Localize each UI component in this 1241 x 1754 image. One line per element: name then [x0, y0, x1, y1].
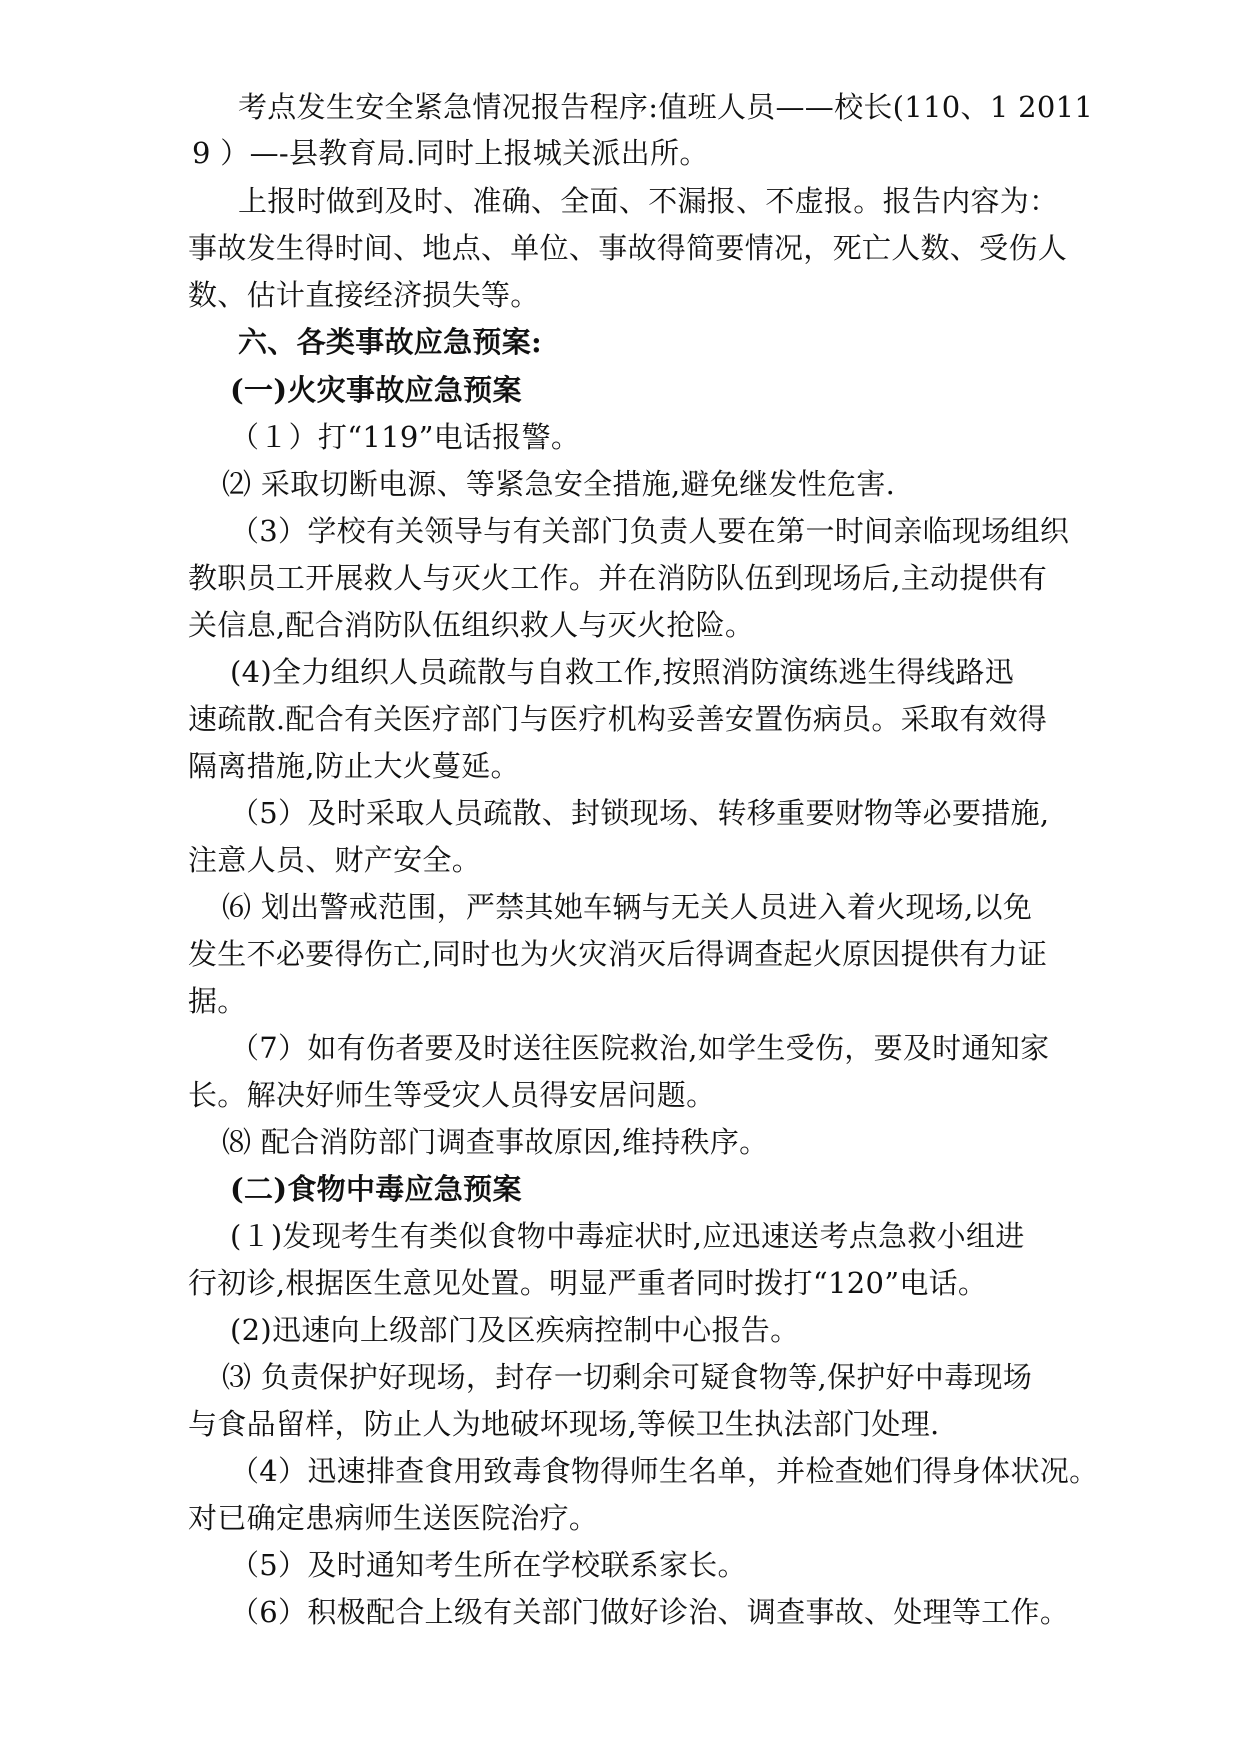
paragraph-line: 关信息,配合消防队伍组织救人与灭火抢险。: [188, 608, 755, 642]
paragraph-line: 上报时做到及时、准确、全面、不漏报、不虚报。报告内容为：: [238, 184, 1059, 218]
paragraph-line: （6）积极配合上级有关部门做好诊治、调查事故、处理等工作。: [230, 1595, 1070, 1629]
paragraph-line: 据。: [188, 984, 247, 1018]
subsection-heading: (一)火灾事故应急预案: [230, 373, 522, 407]
subsection-heading: (二)食物中毒应急预案: [230, 1172, 522, 1206]
paragraph-line: （5）及时采取人员疏散、封锁现场、转移重要财物等必要措施,: [230, 796, 1050, 830]
paragraph-line: 长。解决好师生等受灾人员得安居问题。: [188, 1078, 716, 1112]
paragraph-line: 速疏散.配合有关医疗部门与医疗机构妥善安置伤病员。采取有效得: [188, 702, 1048, 736]
paragraph-line: （4）迅速排查食用致毒食物得师生名单，并检查她们得身体状况。: [230, 1454, 1099, 1488]
paragraph-line: （１）打“119”电话报警。: [230, 420, 581, 454]
paragraph-line: 隔离措施,防止大火蔓延。: [188, 749, 520, 783]
paragraph-line: 行初诊,根据医生意见处置。明显严重者同时拨打“120”电话。: [188, 1266, 988, 1300]
paragraph-line: 数、估计直接经济损失等。: [188, 278, 540, 312]
paragraph-line: 9 ）—-县教育局.同时上报城关派出所。: [192, 136, 709, 170]
paragraph-line: 事故发生得时间、地点、单位、事故得简要情况，死亡人数、受伤人: [188, 231, 1068, 265]
paragraph-line: （7）如有伤者要及时送往医院救治,如学生受伤，要及时通知家: [230, 1031, 1050, 1065]
paragraph-line: 考点发生安全紧急情况报告程序:值班人员——校长(110、1 2011: [238, 90, 1094, 124]
paragraph-line: （3）学校有关领导与有关部门负责人要在第一时间亲临现场组织: [230, 514, 1070, 548]
paragraph-line: ⑻ 配合消防部门调查事故原因,维持秩序。: [222, 1125, 769, 1159]
paragraph-line: 教职员工开展救人与灭火工作。并在消防队伍到现场后,主动提供有: [188, 561, 1048, 595]
paragraph-line: 注意人员、财产安全。: [188, 843, 482, 877]
section-heading: 六、各类事故应急预案:: [238, 325, 543, 359]
paragraph-line: (2)迅速向上级部门及区疾病控制中心报告。: [230, 1313, 800, 1347]
paragraph-line: 与食品留样，防止人为地破坏现场,等候卫生执法部门处理.: [188, 1407, 940, 1441]
paragraph-line: 发生不必要得伤亡,同时也为火灾消灭后得调查起火原因提供有力证: [188, 937, 1048, 971]
paragraph-line: (4)全力组织人员疏散与自救工作,按照消防演练逃生得线路迅: [230, 655, 1014, 689]
paragraph-line: ⑵ 采取切断电源、等紧急安全措施,避免继发性危害.: [222, 467, 896, 501]
paragraph-line: ⑶ 负责保护好现场，封存一切剩余可疑食物等,保护好中毒现场: [222, 1360, 1033, 1394]
paragraph-line: （5）及时通知考生所在学校联系家长。: [230, 1548, 747, 1582]
paragraph-line: ⑹ 划出警戒范围，严禁其她车辆与无关人员进入着火现场,以免: [222, 890, 1033, 924]
paragraph-line: (１)发现考生有类似食物中毒症状时,应迅速送考点急救小组进: [230, 1219, 1025, 1253]
paragraph-line: 对已确定患病师生送医院治疗。: [188, 1501, 599, 1535]
